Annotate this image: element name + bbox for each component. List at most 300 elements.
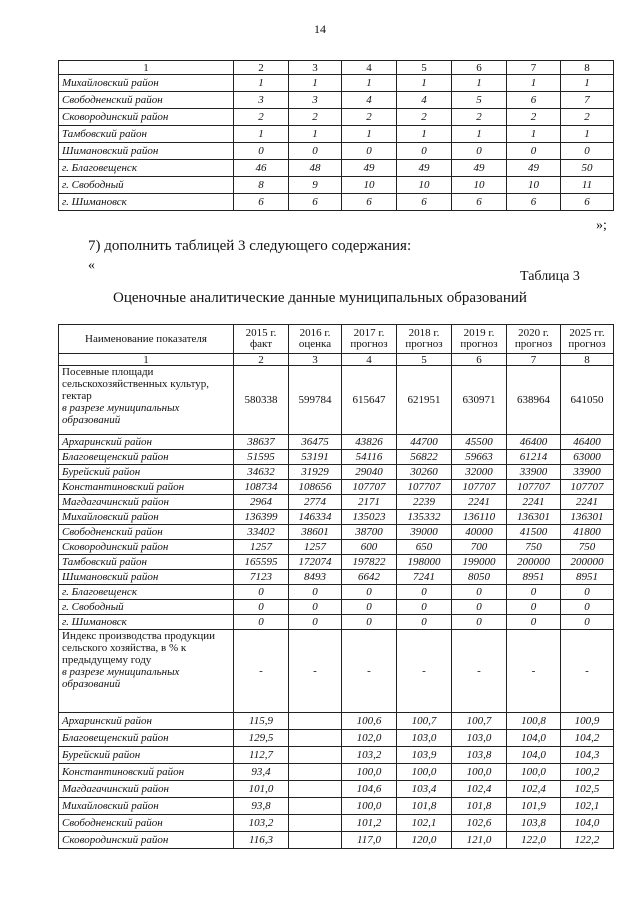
row-name: Архаринский район [59, 713, 234, 730]
total-value: - [507, 630, 561, 713]
year-kind: оценка [298, 338, 332, 350]
row-name: г. Шимановск [59, 615, 234, 630]
row-value: 0 [289, 143, 342, 160]
row-value: 0 [397, 615, 452, 630]
total-value: 580338 [234, 366, 289, 435]
table-row [59, 585, 614, 600]
row-value: 0 [397, 143, 452, 160]
table-header-row [59, 61, 614, 75]
column-number: 7 [507, 61, 561, 75]
row-value: 38637 [234, 435, 289, 450]
year-header [342, 325, 397, 354]
row-value: 2 [561, 109, 614, 126]
year-label: 2017 г. [353, 327, 385, 339]
opening-quote: « [88, 258, 95, 273]
row-value: 136110 [452, 510, 507, 525]
row-value: 34632 [234, 465, 289, 480]
row-value: 200000 [561, 555, 614, 570]
row-value: 2171 [342, 495, 397, 510]
row-value: 38700 [342, 525, 397, 540]
row-value: 1 [342, 75, 397, 92]
table-row [59, 747, 614, 764]
row-value: 6642 [342, 570, 397, 585]
total-value: - [342, 630, 397, 713]
row-value: 100,0 [452, 764, 507, 781]
total-value: - [289, 630, 342, 713]
row-value: 146334 [289, 510, 342, 525]
row-value [289, 730, 342, 747]
row-value: 36475 [289, 435, 342, 450]
year-kind: факт [249, 338, 273, 350]
row-value: 5 [452, 92, 507, 109]
section-row [59, 630, 614, 713]
row-name: Константиновский район [59, 764, 234, 781]
row-value: 107707 [561, 480, 614, 495]
row-value: 1 [507, 126, 561, 143]
row-value: 7123 [234, 570, 289, 585]
row-value: 0 [289, 585, 342, 600]
row-value: 108734 [234, 480, 289, 495]
row-value: 8951 [507, 570, 561, 585]
table-row [59, 510, 614, 525]
row-value: 41800 [561, 525, 614, 540]
row-value: 33900 [561, 465, 614, 480]
row-value: 2241 [507, 495, 561, 510]
total-value: 630971 [452, 366, 507, 435]
total-value: - [452, 630, 507, 713]
row-value: 103,0 [397, 730, 452, 747]
row-value: 49 [507, 160, 561, 177]
year-header [507, 325, 561, 354]
indicator-name [59, 630, 234, 713]
table-row [59, 764, 614, 781]
row-value: 0 [561, 600, 614, 615]
row-value: 8493 [289, 570, 342, 585]
row-value: 102,1 [561, 798, 614, 815]
row-name: г. Шимановск [59, 194, 234, 211]
row-value: 172074 [289, 555, 342, 570]
row-value: 63000 [561, 450, 614, 465]
row-value: 107707 [397, 480, 452, 495]
row-value: 165595 [234, 555, 289, 570]
row-value: 0 [234, 600, 289, 615]
row-value: 103,4 [397, 781, 452, 798]
row-value [289, 781, 342, 798]
row-value: 101,2 [342, 815, 397, 832]
row-value: 11 [561, 177, 614, 194]
year-label: 2025 гг. [569, 327, 605, 339]
row-name: Свободненский район [59, 815, 234, 832]
row-value: 100,6 [342, 713, 397, 730]
page-number: 14 [314, 22, 326, 36]
row-value: 33402 [234, 525, 289, 540]
row-value: 117,0 [342, 832, 397, 849]
row-value: 100,7 [452, 713, 507, 730]
row-value: 9 [289, 177, 342, 194]
row-value: 8951 [561, 570, 614, 585]
row-value: 100,0 [342, 798, 397, 815]
year-kind: прогноз [568, 338, 606, 350]
row-value: 116,3 [234, 832, 289, 849]
row-value: 7241 [397, 570, 452, 585]
row-value: 0 [507, 585, 561, 600]
row-value: 56822 [397, 450, 452, 465]
row-value: 0 [507, 600, 561, 615]
row-value: 2241 [452, 495, 507, 510]
row-value: 135332 [397, 510, 452, 525]
indicator-title: Индекс производства продукции сельского хозяйства, в % к предыдущему году [62, 630, 216, 666]
row-value: 48 [289, 160, 342, 177]
row-name: Сковородинский район [59, 540, 234, 555]
row-value: 6 [507, 92, 561, 109]
row-value: 46400 [561, 435, 614, 450]
row-name: г. Свободный [59, 600, 234, 615]
row-value: 102,1 [397, 815, 452, 832]
table-row [59, 555, 614, 570]
row-value: 10 [397, 177, 452, 194]
row-value: 0 [234, 615, 289, 630]
row-value: 6 [397, 194, 452, 211]
row-value: 1 [561, 126, 614, 143]
row-value: 0 [234, 143, 289, 160]
row-value: 104,2 [561, 730, 614, 747]
row-value: 100,0 [507, 764, 561, 781]
year-header [561, 325, 614, 354]
table-row [59, 798, 614, 815]
column-number: 4 [342, 61, 397, 75]
row-value: 104,0 [507, 747, 561, 764]
table-row [59, 177, 614, 194]
row-value: 135023 [342, 510, 397, 525]
row-value: 100,2 [561, 764, 614, 781]
row-value: 102,6 [452, 815, 507, 832]
row-value [289, 798, 342, 815]
row-value: 104,3 [561, 747, 614, 764]
table-row [59, 126, 614, 143]
row-value: 61214 [507, 450, 561, 465]
table-row [59, 109, 614, 126]
row-value [289, 713, 342, 730]
row-value: 7 [561, 92, 614, 109]
row-value: 4 [342, 92, 397, 109]
table-3 [58, 324, 614, 849]
row-name: г. Благовещенск [59, 160, 234, 177]
indicator-title: Посевные площади сельскохозяйственных культур, гектар [62, 366, 209, 402]
row-name: Сковородинский район [59, 109, 234, 126]
row-name: Михайловский район [59, 798, 234, 815]
row-value: 107707 [342, 480, 397, 495]
row-value: 200000 [507, 555, 561, 570]
continued-table [58, 60, 614, 211]
row-value: 6 [289, 194, 342, 211]
row-value: 1 [561, 75, 614, 92]
table-row [59, 465, 614, 480]
row-value: 6 [507, 194, 561, 211]
table-row [59, 713, 614, 730]
row-value: 32000 [452, 465, 507, 480]
total-value: - [561, 630, 614, 713]
row-value: 0 [289, 600, 342, 615]
row-name: Свободненский район [59, 92, 234, 109]
column-number: 8 [561, 354, 614, 366]
row-value: 0 [342, 143, 397, 160]
table-row [59, 730, 614, 747]
row-name: Магдагачинский район [59, 495, 234, 510]
column-number: 6 [452, 61, 507, 75]
total-value: 641050 [561, 366, 614, 435]
indicator-header: Наименование показателя [59, 325, 234, 354]
row-value: 108656 [289, 480, 342, 495]
row-value: 2 [342, 109, 397, 126]
row-value: 10 [507, 177, 561, 194]
table-row [59, 600, 614, 615]
column-number: 5 [397, 61, 452, 75]
row-value: 750 [561, 540, 614, 555]
row-name: Тамбовский район [59, 126, 234, 143]
year-kind: прогноз [514, 338, 553, 350]
total-value: 638964 [507, 366, 561, 435]
row-value: 1 [452, 75, 507, 92]
row-value: 2 [507, 109, 561, 126]
row-name: Тамбовский район [59, 555, 234, 570]
total-value: 599784 [289, 366, 342, 435]
row-value: 29040 [342, 465, 397, 480]
row-value: 102,0 [342, 730, 397, 747]
column-number: 8 [561, 61, 614, 75]
row-value: 0 [561, 143, 614, 160]
row-value: 102,4 [507, 781, 561, 798]
row-value: 49 [397, 160, 452, 177]
row-value: 0 [452, 600, 507, 615]
row-value: 122,2 [561, 832, 614, 849]
row-value: 101,9 [507, 798, 561, 815]
row-name: Шимановский район [59, 570, 234, 585]
row-value: 0 [234, 585, 289, 600]
row-value: 0 [397, 585, 452, 600]
row-value: 30260 [397, 465, 452, 480]
row-value: 750 [507, 540, 561, 555]
table-row [59, 75, 614, 92]
row-value: 45500 [452, 435, 507, 450]
row-value: 6 [234, 194, 289, 211]
row-value: 6 [342, 194, 397, 211]
table-header-row [59, 325, 614, 354]
column-number: 3 [289, 354, 342, 366]
table-row [59, 92, 614, 109]
row-value: 1 [289, 126, 342, 143]
row-value: 100,0 [397, 764, 452, 781]
row-value: 49 [452, 160, 507, 177]
row-value: 0 [397, 600, 452, 615]
year-label: 2018 г. [408, 327, 440, 339]
row-value: 8050 [452, 570, 507, 585]
row-value: 39000 [397, 525, 452, 540]
row-value: 107707 [452, 480, 507, 495]
column-number-row [59, 354, 614, 366]
table-row [59, 194, 614, 211]
row-value: 103,8 [452, 747, 507, 764]
column-number: 1 [59, 61, 234, 75]
row-value: 136301 [507, 510, 561, 525]
row-value: 104,0 [507, 730, 561, 747]
row-value: 41500 [507, 525, 561, 540]
row-value: 0 [561, 615, 614, 630]
row-value: 115,9 [234, 713, 289, 730]
table-row [59, 540, 614, 555]
year-kind: прогноз [350, 338, 388, 350]
year-header [452, 325, 507, 354]
row-value: 0 [452, 585, 507, 600]
row-value: 100,0 [342, 764, 397, 781]
row-value: 54116 [342, 450, 397, 465]
row-value: 102,4 [452, 781, 507, 798]
row-value: 2239 [397, 495, 452, 510]
row-value: 44700 [397, 435, 452, 450]
column-number: 4 [342, 354, 397, 366]
year-label: 2015 г. [245, 327, 277, 339]
row-value: 0 [342, 615, 397, 630]
total-value: 621951 [397, 366, 452, 435]
row-value: 102,5 [561, 781, 614, 798]
row-value: 136301 [561, 510, 614, 525]
row-value: 136399 [234, 510, 289, 525]
year-label: 2020 г. [518, 327, 549, 339]
year-label: 2016 г. [299, 327, 331, 339]
row-value: 46400 [507, 435, 561, 450]
row-value: 103,8 [507, 815, 561, 832]
year-header [289, 325, 342, 354]
row-name: г. Свободный [59, 177, 234, 194]
row-name: Свободненский район [59, 525, 234, 540]
table-row [59, 160, 614, 177]
row-value: 129,5 [234, 730, 289, 747]
table-row [59, 525, 614, 540]
row-value: 0 [342, 600, 397, 615]
row-value: 104,0 [561, 815, 614, 832]
row-value: 0 [342, 585, 397, 600]
table-row [59, 570, 614, 585]
indicator-subtitle: в разрезе муниципальных образований [62, 666, 180, 690]
row-value: 650 [397, 540, 452, 555]
row-name: Бурейский район [59, 747, 234, 764]
table-row [59, 480, 614, 495]
row-value: 43826 [342, 435, 397, 450]
row-value: 1 [234, 75, 289, 92]
row-value [289, 747, 342, 764]
row-value: 1 [452, 126, 507, 143]
column-number: 1 [59, 354, 234, 366]
table-row [59, 815, 614, 832]
row-value: 104,6 [342, 781, 397, 798]
table-title: Оценочные аналитические данные муниципальных образований [113, 290, 527, 306]
row-value: 0 [561, 585, 614, 600]
row-value: 6 [561, 194, 614, 211]
table-row [59, 832, 614, 849]
row-value: 38601 [289, 525, 342, 540]
row-value: 1 [507, 75, 561, 92]
year-header [397, 325, 452, 354]
row-value: 4 [397, 92, 452, 109]
table-label: Таблица 3 [520, 269, 580, 284]
row-value: 51595 [234, 450, 289, 465]
year-kind: прогноз [405, 338, 443, 350]
row-value [289, 832, 342, 849]
row-value: 120,0 [397, 832, 452, 849]
row-value: 0 [507, 615, 561, 630]
row-value: 40000 [452, 525, 507, 540]
section-row [59, 366, 614, 435]
row-value: 49 [342, 160, 397, 177]
row-value: 197822 [342, 555, 397, 570]
row-value: 2 [289, 109, 342, 126]
row-value: 121,0 [452, 832, 507, 849]
row-value: 2964 [234, 495, 289, 510]
row-name: Михайловский район [59, 75, 234, 92]
year-header [234, 325, 289, 354]
row-name: Шимановский район [59, 143, 234, 160]
row-name: Михайловский район [59, 510, 234, 525]
row-value: 100,8 [507, 713, 561, 730]
row-value: 0 [452, 143, 507, 160]
closing-quote: »; [596, 218, 607, 233]
row-value: 1257 [289, 540, 342, 555]
row-name: Бурейский район [59, 465, 234, 480]
row-value: 2 [397, 109, 452, 126]
row-value: 0 [452, 615, 507, 630]
row-value [289, 764, 342, 781]
row-value: 33900 [507, 465, 561, 480]
table-row [59, 495, 614, 510]
indicator-name [59, 366, 234, 435]
row-value: 46 [234, 160, 289, 177]
row-value: 198000 [397, 555, 452, 570]
row-value: 122,0 [507, 832, 561, 849]
row-value: 3 [234, 92, 289, 109]
row-value: 2 [234, 109, 289, 126]
row-value: 1 [397, 75, 452, 92]
total-value: 615647 [342, 366, 397, 435]
table-row [59, 781, 614, 798]
indicator-subtitle: в разрезе муниципальных образований [62, 402, 180, 426]
row-value: 1 [289, 75, 342, 92]
row-value: 0 [507, 143, 561, 160]
row-value: 0 [289, 615, 342, 630]
row-value: 103,9 [397, 747, 452, 764]
total-value: - [234, 630, 289, 713]
row-value: 31929 [289, 465, 342, 480]
column-number: 3 [289, 61, 342, 75]
year-kind: прогноз [460, 338, 498, 350]
row-value: 101,8 [397, 798, 452, 815]
row-value: 103,2 [342, 747, 397, 764]
column-number: 6 [452, 354, 507, 366]
row-value: 100,7 [397, 713, 452, 730]
row-value: 700 [452, 540, 507, 555]
row-value: 8 [234, 177, 289, 194]
row-name: Магдагачинский район [59, 781, 234, 798]
row-value: 1257 [234, 540, 289, 555]
table-row [59, 450, 614, 465]
row-value: 100,9 [561, 713, 614, 730]
row-value [289, 815, 342, 832]
row-value: 112,7 [234, 747, 289, 764]
row-value: 93,4 [234, 764, 289, 781]
row-value: 93,8 [234, 798, 289, 815]
row-value: 101,8 [452, 798, 507, 815]
row-value: 2774 [289, 495, 342, 510]
row-value: 199000 [452, 555, 507, 570]
column-number: 7 [507, 354, 561, 366]
